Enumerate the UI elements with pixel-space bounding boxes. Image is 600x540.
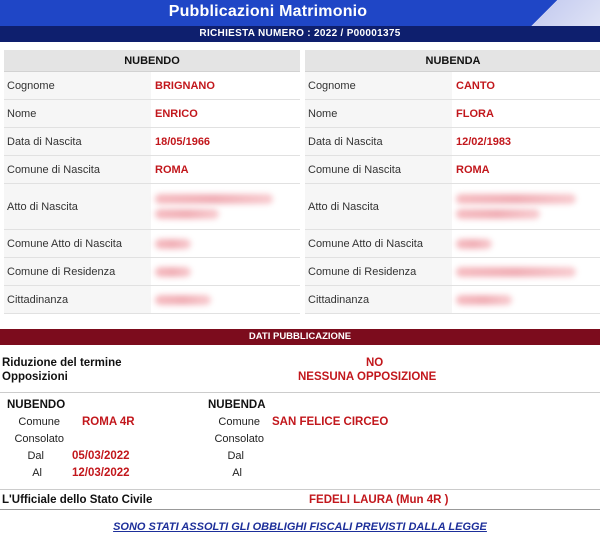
field-value: 12/02/1983 bbox=[456, 135, 512, 148]
field-label: Comune Atto di Nascita bbox=[4, 230, 151, 257]
pub-nubenda-comune-value: SAN FELICE CIRCEO bbox=[272, 416, 389, 428]
field-value: CANTO bbox=[456, 79, 495, 92]
page-header bbox=[0, 0, 600, 26]
nubendo-row-cittadinanza bbox=[4, 286, 300, 314]
nubendo-row-atto-nascita bbox=[4, 184, 300, 230]
opposizioni-value: NESSUNA OPPOSIZIONE bbox=[298, 371, 437, 383]
nubendo-row-residenza bbox=[4, 258, 300, 286]
riduzione-label: Riduzione del termine bbox=[2, 357, 122, 369]
nubendo-row-cognome bbox=[4, 72, 300, 100]
redacted-value bbox=[151, 230, 300, 257]
ufficiale-value: FEDELI LAURA (Mun 4R ) bbox=[309, 494, 449, 506]
field-label: Data di Nascita bbox=[305, 128, 452, 155]
field-label: Comune di Residenza bbox=[305, 258, 452, 285]
redacted-value bbox=[151, 258, 300, 285]
field-label: Comune di Nascita bbox=[305, 156, 452, 183]
pub-nubendo-comune-label: Comune bbox=[18, 416, 60, 428]
nubenda-table bbox=[305, 50, 600, 314]
pubblicazione-periodi bbox=[0, 392, 600, 490]
redacted-value bbox=[452, 258, 600, 285]
field-label: Atto di Nascita bbox=[305, 184, 452, 229]
nubenda-row-comune-atto bbox=[305, 230, 600, 258]
redaction-blur bbox=[456, 267, 576, 277]
pub-nubenda-title: NUBENDA bbox=[208, 399, 266, 411]
pub-nubendo-al-value: 12/03/2022 bbox=[72, 467, 130, 479]
pub-nubendo-al-label: Al bbox=[32, 467, 42, 479]
pub-nubenda-al-label: Al bbox=[232, 467, 242, 479]
opposizioni-label: Opposizioni bbox=[2, 371, 68, 383]
redaction-blur bbox=[155, 267, 191, 277]
header-decoration bbox=[528, 0, 600, 26]
redaction-blur bbox=[155, 194, 273, 219]
field-value: FLORA bbox=[456, 107, 494, 120]
redacted-value bbox=[452, 184, 600, 229]
field-label: Cognome bbox=[305, 72, 452, 99]
pub-nubenda-comune-label: Comune bbox=[218, 416, 260, 428]
nubendo-row-comune-nascita bbox=[4, 156, 300, 184]
request-number: RICHIESTA NUMERO : 2022 / P00001375 bbox=[0, 26, 600, 42]
nubenda-row-comune-nascita bbox=[305, 156, 600, 184]
pub-nubendo-dal-value: 05/03/2022 bbox=[72, 450, 130, 462]
pub-nubendo-comune-value: ROMA 4R bbox=[82, 416, 135, 428]
redacted-value bbox=[452, 286, 600, 313]
nubenda-row-atto-nascita bbox=[305, 184, 600, 230]
redaction-blur bbox=[155, 295, 211, 305]
obblighi-fiscali-note: SONO STATI ASSOLTI GLI OBBLIGHI FISCALI PREVISTI DALLA LEGGE bbox=[113, 521, 487, 533]
pub-nubendo-dal-label: Dal bbox=[27, 450, 44, 462]
field-label: Comune Atto di Nascita bbox=[305, 230, 452, 257]
pub-nubendo-consolato-label: Consolato bbox=[14, 433, 64, 445]
nubenda-title: NUBENDA bbox=[305, 50, 600, 72]
redacted-value bbox=[151, 286, 300, 313]
field-label: Nome bbox=[4, 100, 151, 127]
redaction-blur bbox=[456, 194, 576, 219]
field-label: Comune di Nascita bbox=[4, 156, 151, 183]
nubenda-row-data-nascita bbox=[305, 128, 600, 156]
redaction-blur bbox=[456, 239, 492, 249]
redaction-blur bbox=[456, 295, 512, 305]
nubenda-row-cognome bbox=[305, 72, 600, 100]
riduzione-value: NO bbox=[366, 357, 384, 369]
redacted-value bbox=[151, 184, 300, 229]
redaction-blur bbox=[155, 239, 191, 249]
field-label: Cognome bbox=[4, 72, 151, 99]
nubendo-row-nome bbox=[4, 100, 300, 128]
nubendo-title: NUBENDO bbox=[4, 50, 300, 72]
page-title: Pubblicazioni Matrimonio bbox=[168, 3, 368, 20]
nubenda-row-cittadinanza bbox=[305, 286, 600, 314]
pub-nubenda-dal-label: Dal bbox=[227, 450, 244, 462]
field-value: 18/05/1966 bbox=[155, 135, 211, 148]
field-value: BRIGNANO bbox=[155, 79, 215, 92]
nubenda-row-residenza bbox=[305, 258, 600, 286]
pub-nubenda-consolato-label: Consolato bbox=[214, 433, 264, 445]
nubendo-row-data-nascita bbox=[4, 128, 300, 156]
field-value: ROMA bbox=[456, 163, 490, 176]
redacted-value bbox=[452, 230, 600, 257]
section-title-dati-pubblicazione: DATI PUBBLICAZIONE bbox=[0, 329, 600, 345]
field-label: Cittadinanza bbox=[305, 286, 452, 313]
pub-nubendo-title: NUBENDO bbox=[7, 399, 66, 411]
ufficiale-row bbox=[0, 494, 600, 510]
field-value: ENRICO bbox=[155, 107, 198, 120]
nubenda-row-nome bbox=[305, 100, 600, 128]
field-label: Atto di Nascita bbox=[4, 184, 151, 229]
ufficiale-label: L'Ufficiale dello Stato Civile bbox=[2, 494, 153, 506]
nubendo-row-comune-atto bbox=[4, 230, 300, 258]
field-value: ROMA bbox=[155, 163, 189, 176]
field-label: Data di Nascita bbox=[4, 128, 151, 155]
field-label: Comune di Residenza bbox=[4, 258, 151, 285]
nubendo-table bbox=[4, 50, 300, 314]
field-label: Cittadinanza bbox=[4, 286, 151, 313]
field-label: Nome bbox=[305, 100, 452, 127]
